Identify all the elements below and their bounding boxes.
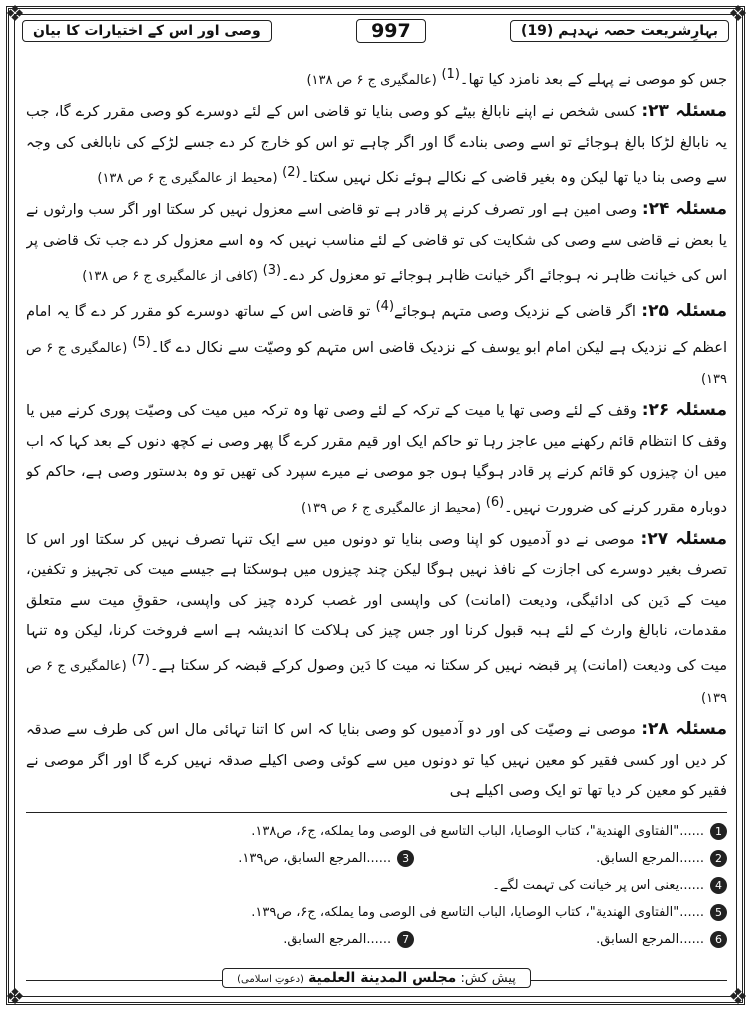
paragraph: مسئلہ ۲۵: اگر قاضی کے نزدیک وصی متہم ہوجائے$^{(4)}$ تو قاضی اس کے ساتھ دوسرے کو مقرر کر دے گا یہ امام اعظم کے نزدیک ہے لیکن امام ابو یوسف کے نزدیک قاضی اس متہم کو وصیّت سے نکال دے گا۔$^{(5)}$ (عالمگیری ج ۶ ص ۱۳۹): [26, 299, 727, 387]
footnote: 5 ......"الفتاوی الھندیة"، کتاب الوصایا، الباب التاسع فی الوصی وما یملکه، ج۶، ص۱۳۹.: [26, 899, 727, 926]
footnotes: [26, 818, 727, 953]
masala-label: مسئلہ ۲۵:: [641, 301, 727, 322]
corner-ornament-icon: ❖: [5, 2, 25, 27]
paragraph: مسئلہ ۲۴: وصی امین ہے اور تصرف کرنے پر قادر ہے تو قاضی اسے معزول نہیں کر سکتا اور اگر سب وارثوں نے یا بعض نے قاضی سے وصی کی شکایت کی تو قاضی کے لئے مناسب نہیں کہ وہ اسے معزول کر دے جب تک قاضی پر اس کی خیانت ظاہر نہ ہوجائے اگر خیانت ظاہر ہوجائے تو معزول کر دے۔$^{(3)}$ (کافی از عالمگیری ج ۶ ص ۱۳۸): [26, 199, 727, 285]
masala-label: مسئلہ ۲۳:: [641, 101, 727, 122]
masala-label: مسئلہ ۲۸:: [641, 719, 727, 740]
footnote: 1 ......"الفتاوی الھندیة"، کتاب الوصایا، الباب التاسع فی الوصی وما یملکه، ج۶، ص۱۳۸.: [26, 818, 727, 845]
footnote: 2 ......المرجع السابق. 3 ......المرجع السابق، ص۱۳۹.: [26, 845, 727, 872]
page-number: 997: [356, 19, 426, 43]
footnote: 4 ......یعنی اس پر خیانت کی تہمت لگے۔: [26, 872, 727, 899]
paragraph: مسئلہ ۲۶: وقف کے لئے وصی تھا یا میت کے ترکہ کے لئے وصی تھا وہ ترکہ میں میت کی وصیّت پوری کرنے میں یا وقف کا انتظام قائم رکھنے میں عاجز رہا تو حاکم ایک اور قیم مقرر کرے گا پھر وصی نے کچھ دنوں کے بعد کہا کہ اب میں ان چیزوں کو قائم کرنے پر قادر ہوگیا ہوں جو موصی نے میرے سپرد کی تھیں تو وہ بدستور وصی ہے، حاکم کو دوبارہ مقرر کرنے کی ضرورت نہیں۔$^{(6)}$ (محیط از عالمگیری ج ۶ ص ۱۳۹): [26, 400, 727, 516]
paragraph: جس کو موصی نے پہلے کے بعد نامزد کیا تھا۔$^{(1)}$ (عالمگیری ج ۶ ص ۱۳۸): [306, 67, 727, 88]
masala-label: مسئلہ ۲۷:: [640, 528, 727, 549]
main-text: [26, 60, 727, 808]
publisher-box: پیش کش: مجلس المدینة العلمیة (دعوتِ اسلامی): [222, 968, 531, 988]
publisher-name: مجلس المدینة العلمیة: [308, 970, 457, 986]
paragraph: مسئلہ ۲۳: کسی شخص نے اپنے نابالغ بیٹے کو وصی بنایا تو قاضی اس کے لئے دوسرے کو وصی مقرر کرے گا، جب یہ نابالغ لڑکا بالغ ہوجائے تو اسے وصی بنادے گا اور اگر چاہے تو اس کو خارج کر دے جسے لڑکے کی نابالغی کی وجہ سے وصی بنا دیا تھا لیکن وہ بغیر قاضی کے نکالے ہوئے نکل نہیں سکتا۔$^{(2)}$ (محیط از عالمگیری ج ۶ ص ۱۳۸): [26, 101, 727, 186]
footnote-separator: [26, 812, 727, 813]
footnote: 6 ......المرجع السابق. 7 ......المرجع السابق.: [26, 926, 727, 953]
chapter-title: وصی اور اس کے اختیارات کا بیان: [22, 20, 272, 42]
corner-ornament-icon: ❖: [728, 2, 748, 27]
masala-label: مسئلہ ۲۶:: [641, 400, 727, 421]
page-footer: [0, 970, 753, 988]
paragraph: مسئلہ ۲۷: موصی نے دو آدمیوں کو اپنا وصی بنایا تو دونوں میں سے ایک تنہا تصرف نہیں کر سکتا اور اس کا تصرف بغیر دوسرے کی اجازت کے نافذ نہیں ہوگا لیکن چند چیزوں میں ہوسکتا ہے جیسے میت کی تجہیز و تکفین، میت کے دَین کی ادائیگی، ودیعت (امانت) کی واپسی اور غصب کردہ چیز کی واپسی، حقوقِ میت سے متعلق مقدمات، نابالغ وارث کے لئے ہبہ قبول کرنا اور جس چیز کی ہلاکت کا اندیشہ ہے اسے فروخت کرنا، لیکن وہ تنہا میت کی ودیعت (امانت) پر قبضہ نہیں کر سکتا نہ میت کا دَین وصول کرکے قبضہ کر سکتا ہے۔$^{(7)}$ (عالمگیری ج ۶ ص ۱۳۹): [26, 528, 727, 706]
corner-ornament-icon: ❖: [728, 985, 748, 1010]
masala-label: مسئلہ ۲۴:: [641, 199, 727, 220]
book-title: بہارِشریعت حصہ نہدہم (19): [510, 20, 729, 42]
page-header: [22, 16, 729, 46]
corner-ornament-icon: ❖: [5, 985, 25, 1010]
paragraph: مسئلہ ۲۸: موصی نے وصیّت کی اور دو آدمیوں کو وصی بنایا کہ اس کا اتنا تہائی مال اس کی طرف سے صدقہ کر دیں اور کسی فقیر کو معین نہیں کیا تو دونوں میں سے کوئی وصی اکیلے صدقہ نہیں کرے گا اور اگر موصی نے فقیر کو معین کر دیا تھا تو ایک وصی اکیلے ہی: [26, 719, 727, 799]
